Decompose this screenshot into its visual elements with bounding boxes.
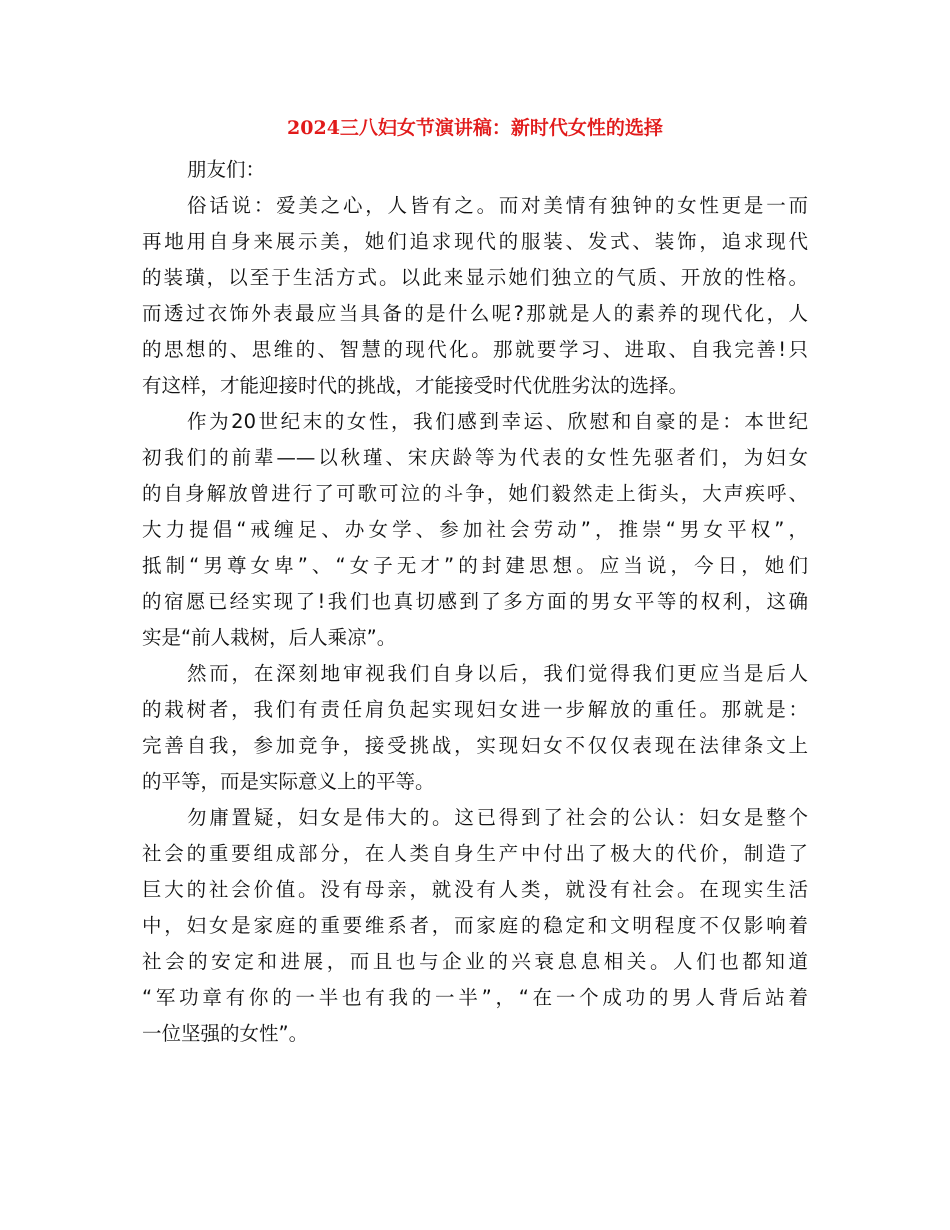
text-line: 抵制“男尊女卑”、“女子无才”的封建思想。应当说，今日，她们 [142, 554, 808, 577]
text-line: 的装璜，以至于生活方式。以此来显示她们独立的气质、开放的性格。 [142, 266, 808, 289]
document-page [142, 108, 808, 1052]
text-line: 有这样，才能迎接时代的挑战，才能接受时代优胜劣汰的选择。 [142, 374, 689, 397]
document-title: 2024三八妇女节演讲稿：新时代女性的选择 [287, 117, 663, 139]
text-line: 再地用自身来展示美，她们追求现代的服装、发式、装饰，追求现代 [142, 230, 808, 253]
text-line: 而透过衣饰外表最应当具备的是什么呢?那就是人的素养的现代化，人 [142, 302, 808, 325]
text-line: 实是“前人栽树，后人乘凉”。 [142, 626, 397, 649]
text-line: 的思想的、思维的、智慧的现代化。那就要学习、进取、自我完善!只 [142, 338, 808, 361]
text-line: 完善自我，参加竞争，接受挑战，实现妇女不仅仅表现在法律条文上 [142, 734, 808, 757]
text-line: 作为20世纪末的女性，我们感到幸运、欣慰和自豪的是：本世纪 [187, 410, 808, 433]
text-line: 朋友们： [187, 158, 266, 181]
text-line: 大力提倡“戒缠足、办女学、参加社会劳动”，推崇“男女平权”， [142, 518, 808, 541]
text-line: 初我们的前辈——以秋瑾、宋庆龄等为代表的女性先驱者们，为妇女 [142, 446, 808, 469]
document-body [142, 152, 808, 1052]
text-line: 俗话说：爱美之心，人皆有之。而对美情有独钟的女性更是一而 [187, 194, 808, 217]
text-line: 巨大的社会价值。没有母亲，就没有人类，就没有社会。在现实生活 [142, 878, 808, 901]
text-line: 勿庸置疑，妇女是伟大的。这已得到了社会的公认：妇女是整个 [187, 806, 808, 829]
text-line: “军功章有你的一半也有我的一半”，“在一个成功的男人背后站着 [142, 986, 808, 1009]
text-line: 的宿愿已经实现了!我们也真切感到了多方面的男女平等的权利，这确 [142, 590, 808, 613]
text-line: 的平等，而是实际意义上的平等。 [142, 770, 435, 793]
text-line: 的栽树者，我们有责任肩负起实现妇女进一步解放的重任。那就是： [142, 698, 808, 721]
text-line: 然而，在深刻地审视我们自身以后，我们觉得我们更应当是后人 [187, 662, 808, 685]
text-line: 的自身解放曾进行了可歌可泣的斗争，她们毅然走上街头，大声疾呼、 [142, 482, 808, 505]
text-line: 中，妇女是家庭的重要维系者，而家庭的稳定和文明程度不仅影响着 [142, 914, 808, 937]
text-line: 社会的重要组成部分，在人类自身生产中付出了极大的代价，制造了 [142, 842, 808, 865]
text-line: 社会的安定和进展，而且也与企业的兴衰息息相关。人们也都知道 [142, 950, 808, 973]
text-line: 一位坚强的女性”。 [142, 1022, 309, 1045]
